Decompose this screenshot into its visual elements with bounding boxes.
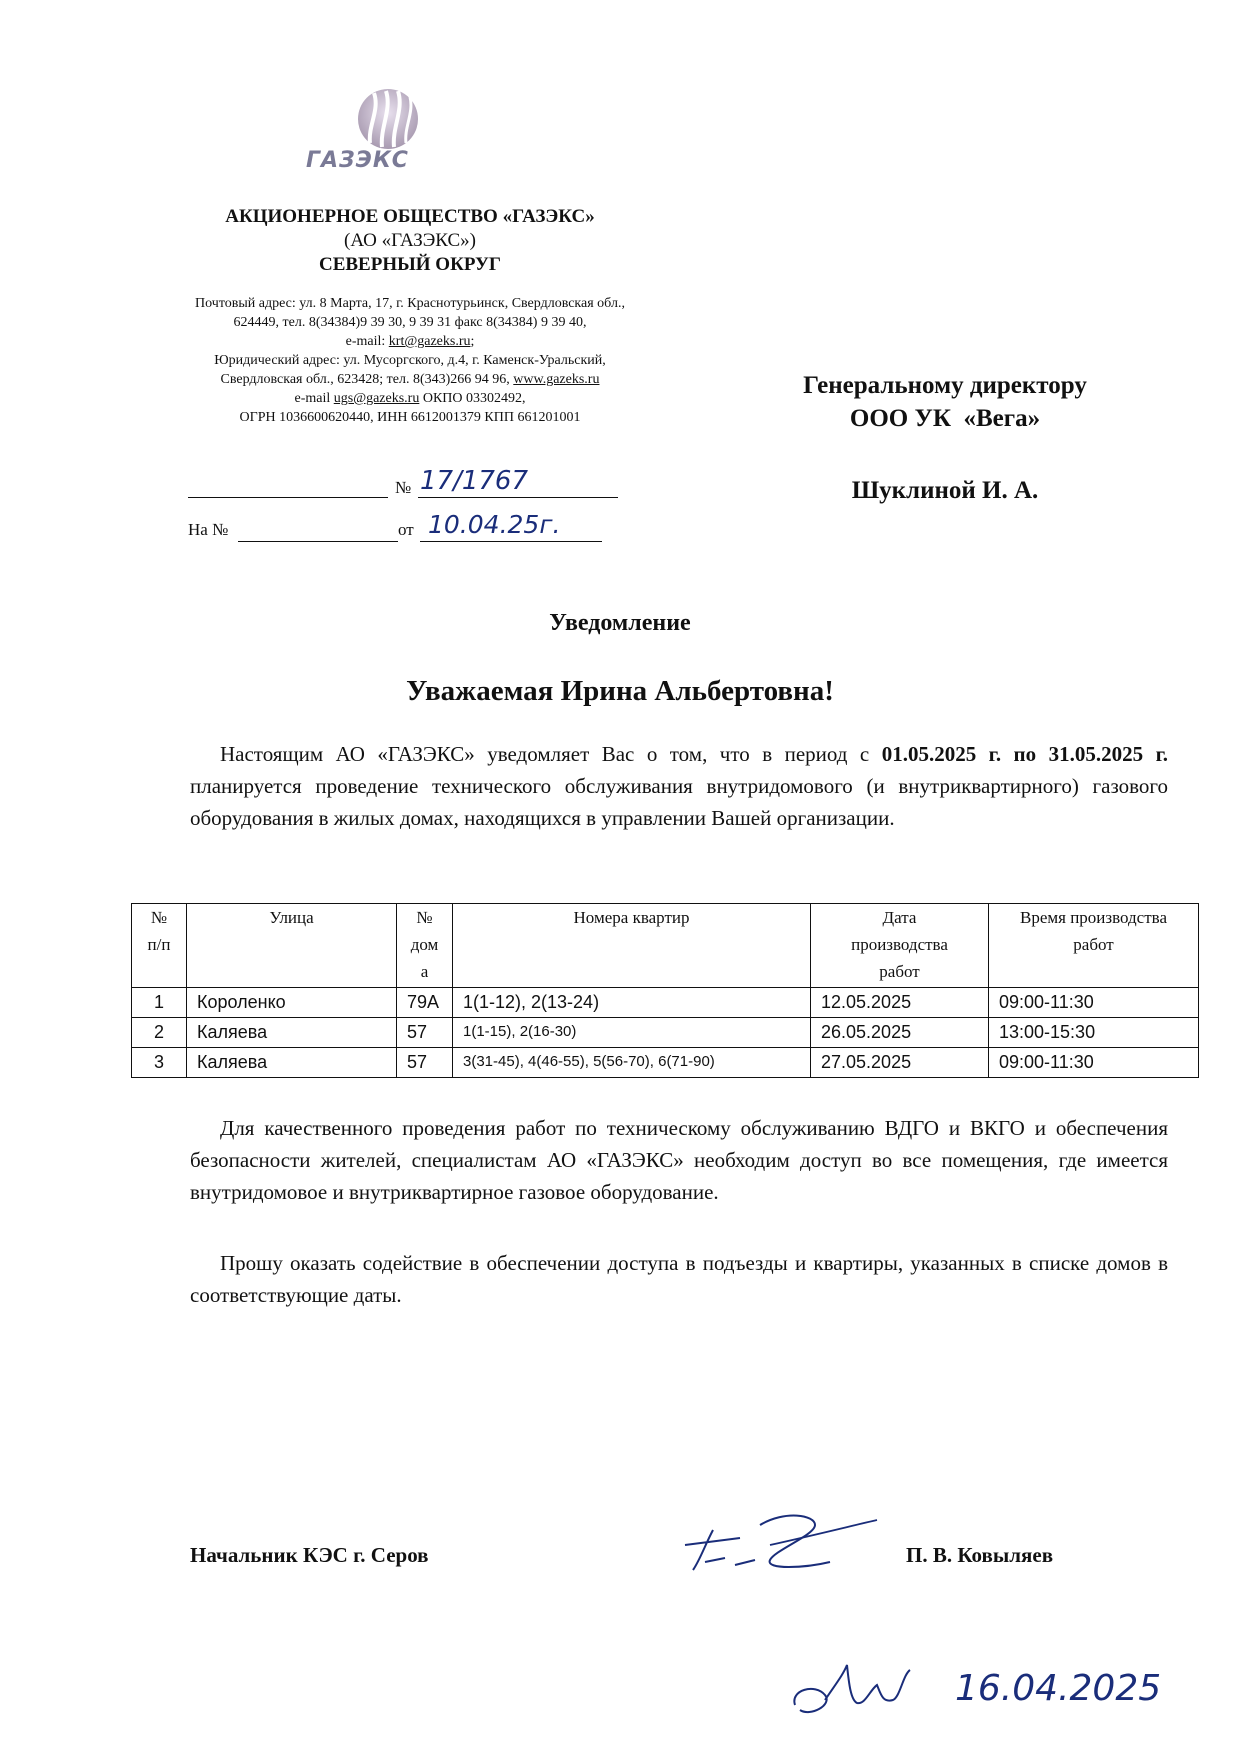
intro-text-1: Настоящим АО «ГАЗЭКС» уведомляет Вас о том, что в период с: [220, 742, 882, 766]
outgoing-number-handwritten: 17/1767: [420, 466, 529, 496]
cell-time: 09:00-11:30: [989, 1048, 1199, 1078]
signatory-position: Начальник КЭС г. Серов: [190, 1543, 429, 1567]
cell-house: 57: [397, 1048, 453, 1078]
table-header-row: [132, 904, 1199, 988]
intro-period: 01.05.2025 г. по 31.05.2025 г.: [881, 742, 1168, 766]
website-link[interactable]: www.gazeks.ru: [513, 372, 600, 387]
okpo-text: ОКПО 03302492,: [419, 391, 526, 406]
date-value-line: [420, 541, 602, 542]
legal-address-text: Свердловская обл., 623428; тел. 8(343)266 94 96,: [220, 372, 514, 387]
cell-date: 26.05.2025: [811, 1018, 989, 1048]
email-line-ugs: [100, 389, 720, 408]
cell-street: Каляева: [187, 1048, 397, 1078]
outgoing-number-blank-line: [188, 497, 388, 498]
cell-street: Короленко: [187, 988, 397, 1018]
addressee-name: Шуклиной И. А.: [851, 477, 1039, 504]
cell-number: 2: [132, 1018, 187, 1048]
cell-date: 27.05.2025: [811, 1048, 989, 1078]
request-paragraph: Прошу оказать содействие в обеспечении доступа в подъезды и квартиры, указанных в списке домов в соответствующие даты.: [190, 1251, 1168, 1307]
intro-text-2: планируется проведение технического обслуживания внутридомового (и внутриквартирного) газового оборудования в жилых домах, находящихся в управлении Вашей организации.: [190, 774, 1168, 830]
access-paragraph: Для качественного проведения работ по техническому обслуживанию ВДГО и ВКГО и обеспечения безопасности жителей, специалистам АО «ГАЗЭКС» необходим доступ во все помещения, где имеется внутридомовое и внутриквартирное газовое оборудование.: [190, 1116, 1168, 1204]
cell-street: Каляева: [187, 1018, 397, 1048]
header-house: № дом а: [397, 904, 453, 988]
email-link-ugs[interactable]: ugs@gazeks.ru: [333, 391, 420, 406]
reference-date-handwritten: 10.04.25г.: [428, 510, 561, 539]
gazeks-logo: [306, 85, 480, 185]
cell-apartments: 3(31-45), 4(46-55), 5(56-70), 6(71-90): [453, 1048, 811, 1078]
cell-time: 13:00-15:30: [989, 1018, 1199, 1048]
number-label: №: [395, 478, 412, 497]
from-label: от: [398, 520, 414, 539]
table-row: [132, 1018, 1199, 1048]
cell-time: 09:00-11:30: [989, 988, 1199, 1018]
addressee-company: ООО УК «Вега»: [849, 405, 1041, 432]
cell-apartments: 1(1-12), 2(13-24): [453, 988, 811, 1018]
header-street: Улица: [187, 904, 397, 988]
logo-text: ГАЗЭКС: [306, 148, 409, 173]
cell-number: 1: [132, 988, 187, 1018]
receipt-date-handwritten: 16.04.2025: [955, 1668, 1162, 1709]
number-value-line: [418, 497, 618, 498]
header-apartments: Номера квартир: [453, 904, 811, 988]
reply-number-blank-line: [238, 541, 398, 542]
signature-icon: [665, 1500, 885, 1580]
email-line-krt: [100, 332, 720, 351]
postal-address-line1: Почтовый адрес: ул. 8 Марта, 17, г. Краснотурьинск, Свердловская обл.,: [195, 296, 625, 311]
header-time: Время производства работ: [989, 904, 1199, 988]
org-name: АКЦИОНЕРНОЕ ОБЩЕСТВО «ГАЗЭКС»: [225, 206, 595, 227]
addressee-position: Генеральному директору: [803, 372, 1087, 399]
email-link-krt[interactable]: krt@gazeks.ru: [388, 334, 471, 349]
table-row: [132, 1048, 1199, 1078]
cell-number: 3: [132, 1048, 187, 1078]
header-date: Дата производства работ: [811, 904, 989, 988]
cell-date: 12.05.2025: [811, 988, 989, 1018]
table-row: [132, 988, 1199, 1018]
reply-to-label: На №: [188, 520, 229, 539]
district-name: СЕВЕРНЫЙ ОКРУГ: [318, 254, 502, 275]
intro-paragraph: [190, 738, 1168, 834]
salutation: Уважаемая Ирина Альбертовна!: [406, 675, 834, 707]
header-number: № п/п: [132, 904, 187, 988]
postal-address-line2: 624449, тел. 8(34384)9 39 30, 9 39 31 факс 8(34384) 9 39 40,: [233, 315, 587, 330]
org-short-name: (АО «ГАЗЭКС»): [344, 230, 476, 251]
gazeks-logo-icon: [306, 85, 480, 185]
document-title: Уведомление: [549, 610, 691, 636]
cell-house: 79А: [397, 988, 453, 1018]
receipt-signature: [785, 1655, 925, 1725]
signatory-name: П. В. Ковыляев: [906, 1543, 1054, 1567]
ogrn-line: ОГРН 1036600620440, ИНН 6612001379 КПП 661201001: [239, 410, 581, 425]
receipt-signature-icon: [785, 1655, 925, 1725]
handwritten-signature: [665, 1500, 885, 1580]
maintenance-schedule-table: [131, 903, 1199, 1078]
cell-apartments: 1(1-15), 2(16-30): [453, 1018, 811, 1048]
legal-address-line2: [100, 370, 720, 389]
cell-house: 57: [397, 1018, 453, 1048]
email-label-2: e-mail: [294, 391, 334, 406]
email-suffix: ;: [470, 334, 475, 349]
legal-address-line1: Юридический адрес: ул. Мусоргского, д.4, г. Каменск-Уральский,: [214, 353, 606, 368]
email-label: e-mail:: [345, 334, 389, 349]
